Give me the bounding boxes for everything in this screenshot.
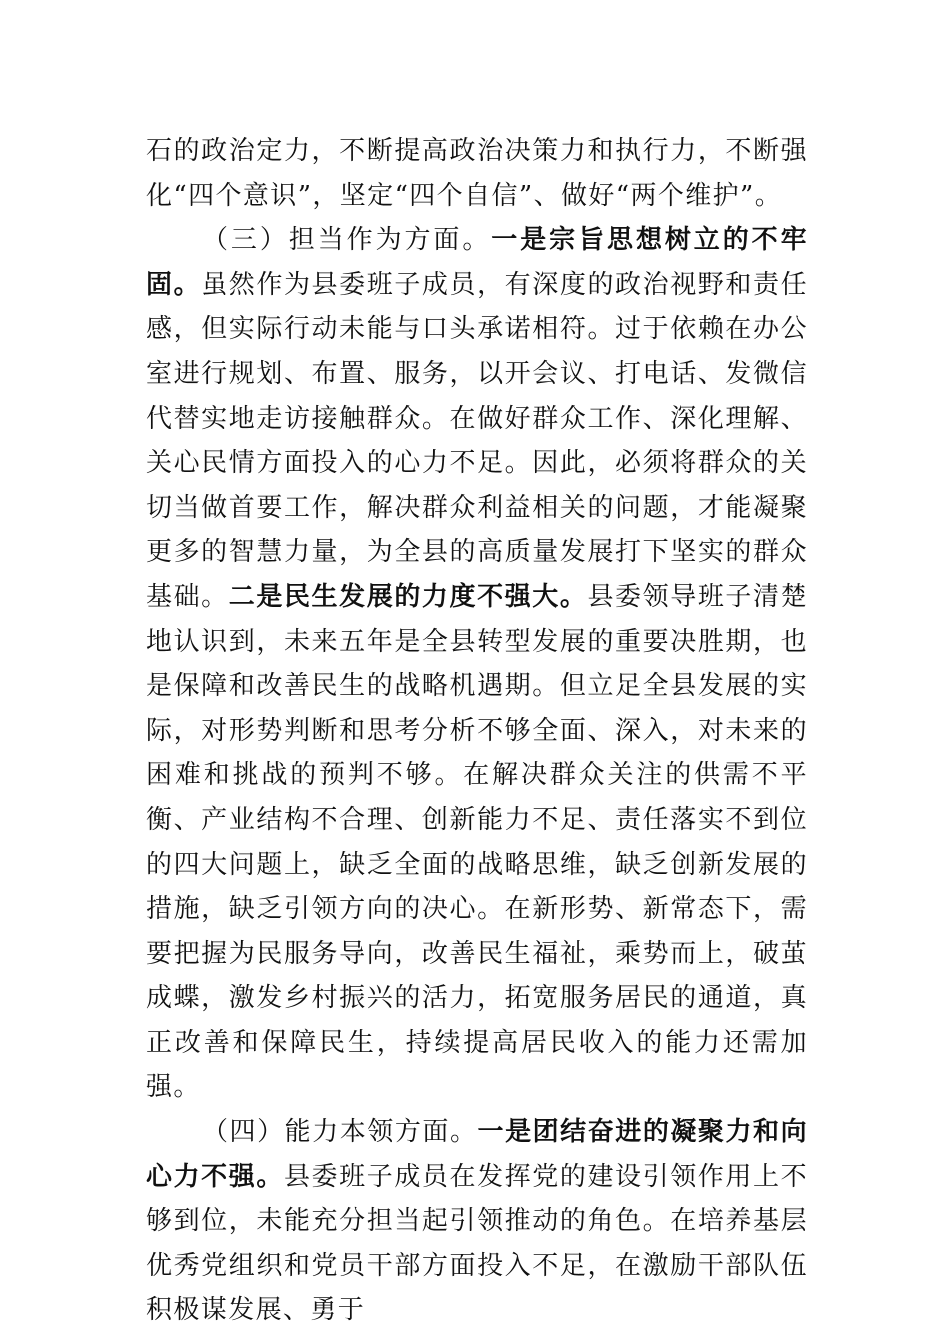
paragraph-continuation bbox=[146, 129, 808, 218]
paragraph-responsibility bbox=[146, 218, 808, 1110]
point-text: 县委班子成员在发挥党的建设引领作用上不够到位，未能充分担当起引领推动的角色。在培养基层优秀党组织和党员干部方面投入不足，在激励干部队伍积极谋发展、勇于 bbox=[146, 1161, 808, 1326]
section-heading: （四）能力本领方面。 bbox=[202, 1117, 478, 1148]
point-title: 一是团结奋进的凝聚力和向心力不强。 bbox=[146, 1117, 808, 1192]
point-title: 二是民生发展的力度不强大。 bbox=[228, 581, 588, 612]
paragraph-ability bbox=[146, 1110, 808, 1333]
section-heading: （三）担当作为方面。 bbox=[202, 225, 492, 256]
document-body bbox=[146, 129, 808, 1333]
paragraph-text: 石的政治定力，不断提高政治决策力和执行力，不断强化“四个意识”，坚定“四个自信”、做好“两个维护”。 bbox=[146, 136, 808, 211]
point-text: 县委领导班子清楚地认识到，未来五年是全县转型发展的重要决胜期，也是保障和改善民生的战略机遇期。但立足全县发展的实际，对形势判断和思考分析不够全面、深入，对未来的困难和挑战的预判不够。在解决群众关注的供需不平衡、产业结构不合理、创新能力不足、责任落实不到位的四大问题上，缺乏全面的战略思维，缺乏创新发展的措施，缺乏引领方向的决心。在新形势、新常态下，需要把握为民服务导向，改善民生福祉，乘势而上，破茧成蝶，激发乡村振兴的活力，拓宽服务居民的通道，真正改善和保障民生，持续提高居民收入的能力还需加强。 bbox=[146, 581, 809, 1103]
point-title: 一是宗旨思想树立的不牢固。 bbox=[146, 225, 808, 300]
point-text: 虽然作为县委班子成员，有深度的政治视野和责任感，但实际行动未能与口头承诺相符。过于依赖在办公室进行规划、布置、服务，以开会议、打电话、发微信代替实地走访接触群众。在做好群众工作、深化理解、关心民情方面投入的心力不足。因此，必须将群众的关切当做首要工作，解决群众利益相关的问题，才能凝聚更多的智慧力量，为全县的高质量发展打下坚实的群众基础。 bbox=[146, 269, 808, 612]
